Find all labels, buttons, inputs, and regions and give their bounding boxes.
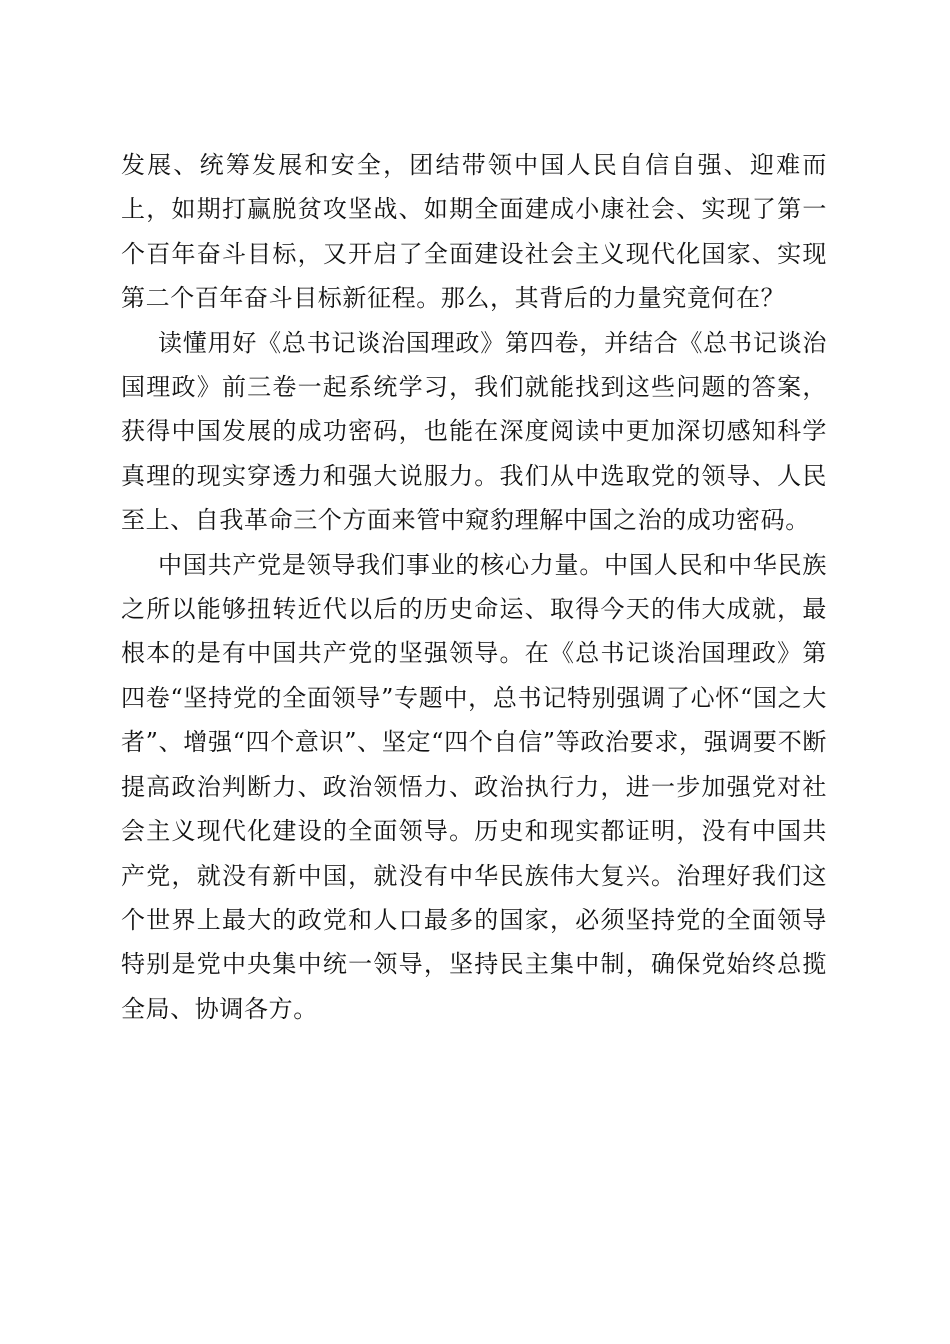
paragraph-3: 中国共产党是领导我们事业的核心力量。中国人民和中华民族之所以能够扭转近代以后的历史命运、取得今天的伟大成就，最根本的是有中国共产党的坚强领导。在《总书记谈治国理政》第四卷“坚持党的全面领导”专题中，总书记特别强调了心怀“国之大者”、增强“四个意识”、坚定“四个自信”等政治要求，强调要不断提高政治判断力、政治领悟力、政治执行力，进一步加强党对社会主义现代化建设的全面领导。历史和现实都证明，没有中国共产党，就没有新中国，就没有中华民族伟大复兴。治理好我们这个世界上最大的政党和人口最多的国家，必须坚持党的全面领导特别是党中央集中统一领导，坚持民主集中制，确保党始终总揽全局、协调各方。	[121, 550, 827, 1023]
body-text	[121, 143, 827, 1031]
paragraph-1: 发展、统筹发展和安全，团结带领中国人民自信自强、迎难而上，如期打赢脱贫攻坚战、如期全面建成小康社会、实现了第一个百年奋斗目标，又开启了全面建设社会主义现代化国家、实现第二个百年奋斗目标新征程。那么，其背后的力量究竟何在？	[121, 151, 827, 313]
paragraph-2: 读懂用好《总书记谈治国理政》第四卷，并结合《总书记谈治国理政》前三卷一起系统学习，我们就能找到这些问题的答案，获得中国发展的成功密码，也能在深度阅读中更加深切感知科学真理的现实穿透力和强大说服力。我们从中选取党的领导、人民至上、自我革命三个方面来管中窥豹理解中国之治的成功密码。	[121, 328, 827, 535]
